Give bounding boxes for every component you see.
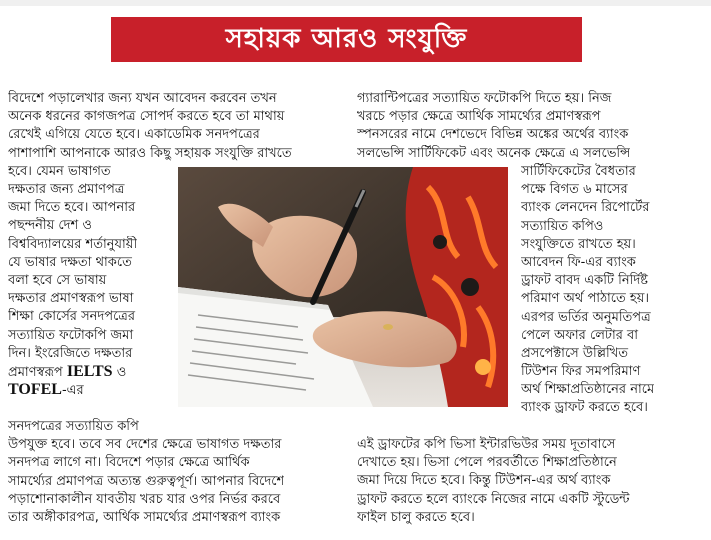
text-line: এরপর ভর্তির অনুমতিপত্র: [521, 309, 651, 325]
text-fragment: -এর: [61, 383, 84, 399]
text-line: তার অঙ্গীকারপত্র, আর্থিক সামর্থ্যের প্রমাণস্বরূপ ব্যাংক: [8, 509, 281, 525]
text-line: টিউশন ফির সমপরিমাণ: [521, 364, 641, 380]
text-line: সলভেন্সি সার্টিফিকেট এবং অনেক ক্ষেত্রে এ সলভেন্সি: [357, 145, 631, 161]
text-line: জমা দিয়ে দিতে হবে। কিন্তু টিউশন-এর অর্থ ব্যাংক: [357, 473, 611, 489]
text-line: সত্যায়িত ফটোকপি জমা: [8, 327, 134, 343]
section-title: সহায়ক আরও সংযুক্তি: [225, 23, 468, 54]
text-line: অর্থ শিক্ষাপ্রতিষ্ঠানের নামে: [521, 382, 655, 398]
text-line: পরিমাণ অর্থ পাঠাতে হয়।: [521, 291, 650, 307]
text-line: গ্যারান্টিপত্রের সত্যায়িত ফটোকপি দিতে হয়। নিজ: [357, 91, 612, 106]
text-line: রেখেই এগিয়ে যেতে হবে। একাডেমিক সনদপত্রের: [8, 127, 260, 143]
text-line: দক্ষতার প্রমাণস্বরূপ ভাষা: [8, 291, 134, 307]
text-line: দক্ষতার জন্য প্রমাণপত্র: [8, 182, 125, 197]
text-line: এই ড্রাফটের কপি ভিসা ইন্টারভিউর সময় দূতাবাসে: [357, 437, 616, 452]
text-line: স্পনসরের নামে দেশভেদে বিভিন্ন অঙ্কের অর্থের ব্যাংক: [357, 127, 629, 143]
text-fragment: ও: [112, 364, 127, 380]
text-line: সংযুক্তিতে রাখতে হয়।: [521, 236, 636, 252]
text-line: পড়াশোনাকালীন যাবতীয় খরচ যার ওপর নির্ভর করবে: [8, 491, 281, 507]
ielts-term: IELTS: [66, 362, 113, 380]
text-line: উপযুক্ত হবে। তবে সব দেশের ক্ষেত্রে ভাষাগত দক্ষতার: [8, 437, 282, 453]
text-line: ফাইল চালু করতে হবে।: [357, 509, 475, 525]
text-line: পক্ষে বিগত ৬ মাসের: [521, 182, 628, 198]
text-line: যে ভাষার দক্ষতা থাকতে: [8, 254, 132, 270]
text-line: সনদপত্রের সত্যায়িত কপি: [8, 419, 139, 434]
right-column-top: [357, 90, 630, 163]
text-line: আবেদন ফি-এর ব্যাংক: [521, 254, 636, 270]
text-line: সামর্থ্যের প্রমাণপত্র অত্যন্ত গুরুত্বপূর্ণ। আপনার বিদেশে: [8, 473, 285, 489]
text-line: পছন্দনীয় দেশ ও: [8, 218, 92, 234]
left-column-wrap: [8, 181, 137, 399]
text-line: হবে। যেমন ভাষাগত: [8, 163, 111, 179]
signing-photo: [178, 167, 508, 407]
text-line: জমা দিতে হবে। আপনার: [8, 200, 136, 216]
text-line: শিক্ষা কোর্সের সনদপত্রের: [8, 309, 136, 325]
text-line: প্রসপেক্টাসে উল্লিখিত: [521, 345, 628, 361]
text-line: সত্যায়িত কপিও: [521, 218, 604, 234]
text-line: [8, 381, 137, 399]
right-column-bottom: [357, 436, 630, 527]
top-strip: [0, 0, 711, 6]
text-line: ব্যাংক ড্রাফট করতে হবে।: [521, 400, 648, 416]
text-line: দিন। ইংরেজিতে দক্ষতার: [8, 345, 133, 361]
right-column-wrap: [521, 163, 654, 418]
text-line: বিদেশে পড়ালেখার জন্য যখন আবেদন করবেন তখন: [8, 91, 277, 106]
text-line: বলা হবে সে ভাষায়: [8, 272, 107, 288]
text-line: অনেক ধরনের কাগজপত্র সোপর্দ করতে হবে তা মাথায়: [8, 109, 285, 125]
tofel-term: TOFEL: [8, 381, 62, 399]
text-line: সনদপত্র লাগে না। বিদেশে পড়ার ক্ষেত্রে আর্থিক: [8, 455, 250, 471]
text-line: পেলে অফার লেটার বা: [521, 327, 639, 343]
text-line: সার্টিফিকেটের বৈধতার: [521, 164, 636, 179]
text-line: ড্রাফট বাবদ একটি নির্দিষ্ট: [521, 273, 648, 289]
section-banner: [111, 17, 582, 62]
text-fragment: প্রমাণস্বরূপ: [8, 364, 67, 380]
text-line: ড্রাফট করতে হলে ব্যাংকে নিজের নামে একটি স্টুডেন্ট: [357, 491, 630, 507]
text-line: [8, 363, 137, 381]
text-line: দেখাতে হয়। ভিসা পেলে পরবর্তীতে শিক্ষাপ্রতিষ্ঠানে: [357, 455, 617, 471]
text-line: ব্যাংক লেনদেন রিপোর্টের: [521, 200, 650, 216]
text-line: খরচে পড়ার ক্ষেত্রে আর্থিক সামর্থ্যের প্রমাণস্বরূপ: [357, 109, 601, 125]
left-column-bottom: [8, 418, 284, 527]
text-line: পাশাপাশি আপনাকে আরও কিছু সহায়ক সংযুক্তি রাখতে: [8, 145, 292, 161]
text-line: বিশ্ববিদ্যালয়ের শর্তানুযায়ী: [8, 236, 138, 252]
